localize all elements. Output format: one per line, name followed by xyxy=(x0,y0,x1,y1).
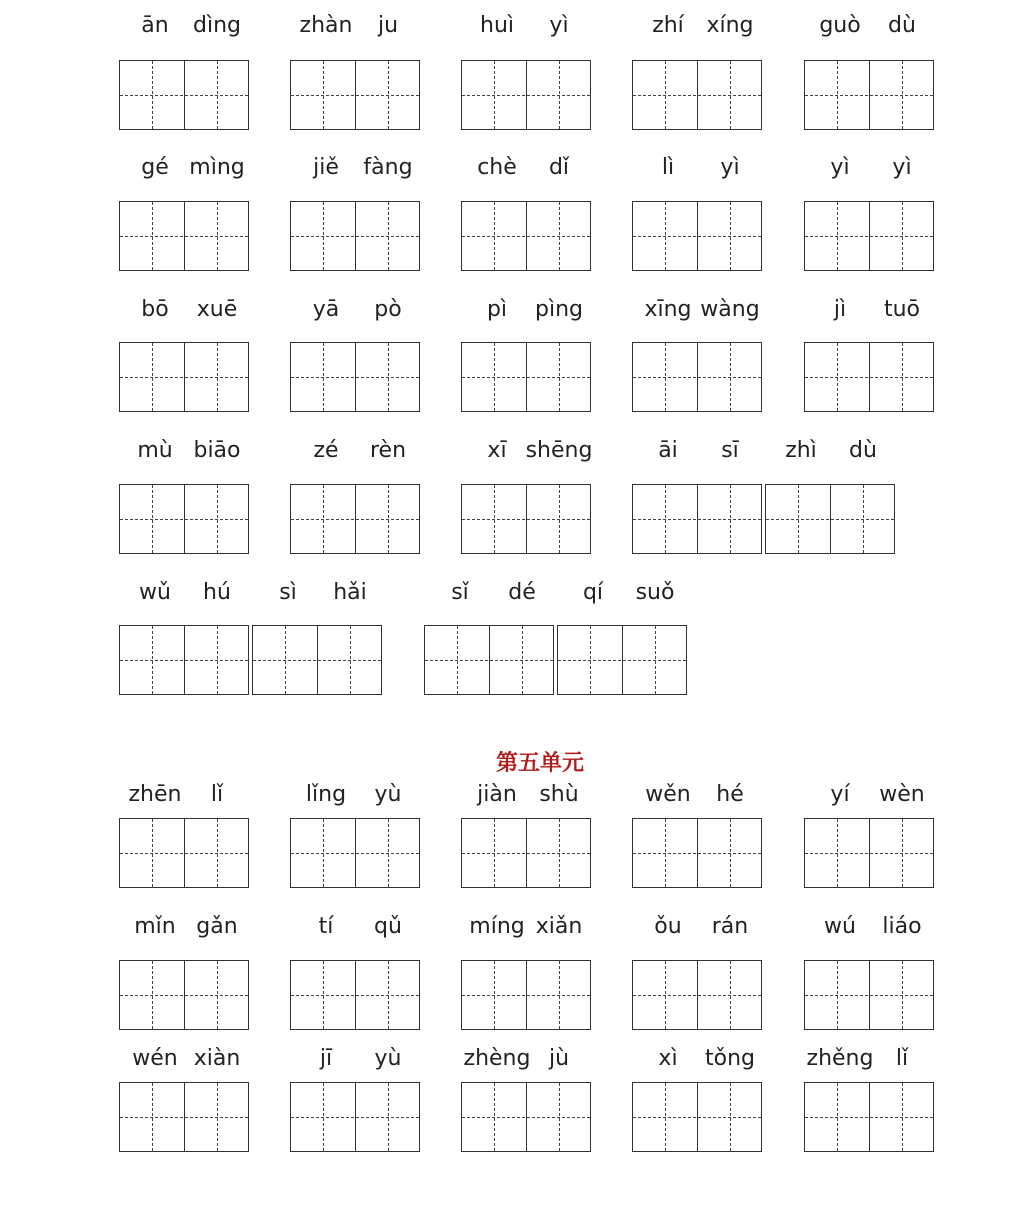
writing-box[interactable] xyxy=(252,625,382,695)
writing-box[interactable] xyxy=(119,484,249,554)
pinyin-label: jiě xyxy=(313,155,339,180)
writing-box[interactable] xyxy=(461,960,591,1030)
guide-line xyxy=(291,519,419,520)
writing-box[interactable] xyxy=(804,60,934,130)
pinyin-label: tuō xyxy=(883,297,921,322)
pinyin-label: mìng xyxy=(189,155,245,180)
pinyin-label: chè xyxy=(477,155,517,180)
writing-box[interactable] xyxy=(119,201,249,271)
guide-line xyxy=(462,1117,590,1118)
pinyin-label: wěn xyxy=(645,782,691,807)
pinyin-label: qǔ xyxy=(374,914,402,939)
pinyin-label: xíng xyxy=(706,13,754,38)
pinyin-label: tí xyxy=(318,914,334,939)
writing-box[interactable] xyxy=(804,1082,934,1152)
pinyin-label: biāo xyxy=(193,438,241,463)
pinyin-label: jiàn xyxy=(477,782,517,807)
writing-box[interactable] xyxy=(119,342,249,412)
writing-box[interactable] xyxy=(804,960,934,1030)
guide-line xyxy=(805,95,933,96)
section-title: 第五单元 xyxy=(495,751,584,776)
writing-box[interactable] xyxy=(632,60,762,130)
writing-box[interactable] xyxy=(804,818,934,888)
pinyin-label: āi xyxy=(658,438,678,463)
writing-box[interactable] xyxy=(119,960,249,1030)
guide-line xyxy=(291,377,419,378)
pinyin-label: dǐ xyxy=(548,155,570,180)
writing-box[interactable] xyxy=(557,625,687,695)
pinyin-label: lǐ xyxy=(895,1046,909,1071)
writing-box[interactable] xyxy=(461,342,591,412)
pinyin-label: hú xyxy=(203,580,231,605)
pinyin-label: dù xyxy=(849,438,877,463)
writing-box[interactable] xyxy=(461,484,591,554)
writing-box[interactable] xyxy=(119,1082,249,1152)
guide-line xyxy=(462,377,590,378)
pinyin-label: hé xyxy=(716,782,744,807)
pinyin-label: zhí xyxy=(652,13,684,38)
pinyin-label: xīng xyxy=(644,297,692,322)
pinyin-label: yì xyxy=(892,155,912,180)
guide-line xyxy=(120,236,248,237)
writing-box[interactable] xyxy=(632,342,762,412)
pinyin-label: rèn xyxy=(369,438,407,463)
pinyin-label: bō xyxy=(141,297,169,322)
guide-line xyxy=(425,660,553,661)
pinyin-label: huì xyxy=(480,13,514,38)
writing-box[interactable] xyxy=(119,818,249,888)
pinyin-label: xì xyxy=(658,1046,678,1071)
writing-box[interactable] xyxy=(632,960,762,1030)
pinyin-label: jì xyxy=(833,297,847,322)
writing-box[interactable] xyxy=(290,201,420,271)
writing-box[interactable] xyxy=(119,60,249,130)
guide-line xyxy=(805,853,933,854)
pinyin-label: xuē xyxy=(196,297,238,322)
pinyin-label: ān xyxy=(141,13,169,38)
pinyin-label: yù xyxy=(374,1046,402,1071)
guide-line xyxy=(291,995,419,996)
pinyin-label: gǎn xyxy=(196,914,238,939)
guide-line xyxy=(462,519,590,520)
pinyin-label: zhì xyxy=(785,438,817,463)
pinyin-label: hǎi xyxy=(333,580,367,605)
pinyin-label: lì xyxy=(661,155,675,180)
guide-line xyxy=(462,95,590,96)
pinyin-label: shēng xyxy=(525,438,593,463)
guide-line xyxy=(253,660,381,661)
pinyin-label: pò xyxy=(374,297,402,322)
guide-line xyxy=(805,377,933,378)
pinyin-label: yì xyxy=(720,155,740,180)
pinyin-label: zé xyxy=(313,438,339,463)
writing-box[interactable] xyxy=(632,484,762,554)
guide-line xyxy=(462,853,590,854)
guide-line xyxy=(120,377,248,378)
pinyin-label: zhěng xyxy=(806,1046,874,1071)
guide-line xyxy=(120,519,248,520)
pinyin-label: dé xyxy=(508,580,536,605)
pinyin-label: gé xyxy=(141,155,169,180)
pinyin-label: xiǎn xyxy=(535,914,583,939)
guide-line xyxy=(633,519,761,520)
pinyin-label: pìng xyxy=(535,297,583,322)
pinyin-label: wú xyxy=(824,914,856,939)
pinyin-label: dù xyxy=(888,13,916,38)
pinyin-label: wén xyxy=(132,1046,178,1071)
writing-box[interactable] xyxy=(461,818,591,888)
guide-line xyxy=(805,995,933,996)
guide-line xyxy=(633,377,761,378)
pinyin-label: sǐ xyxy=(451,580,469,605)
pinyin-label: xī xyxy=(487,438,507,463)
writing-box[interactable] xyxy=(119,625,249,695)
writing-box[interactable] xyxy=(461,1082,591,1152)
pinyin-label: zhàn xyxy=(299,13,353,38)
pinyin-label: sì xyxy=(279,580,297,605)
guide-line xyxy=(291,853,419,854)
guide-line xyxy=(462,236,590,237)
pinyin-label: ju xyxy=(377,13,399,38)
pinyin-label: jī xyxy=(319,1046,333,1071)
writing-box[interactable] xyxy=(632,1082,762,1152)
writing-box[interactable] xyxy=(804,342,934,412)
guide-line xyxy=(805,236,933,237)
pinyin-label: mǐn xyxy=(134,914,176,939)
pinyin-label: dìng xyxy=(193,13,241,38)
guide-line xyxy=(120,1117,248,1118)
pinyin-label: mù xyxy=(137,438,173,463)
writing-box[interactable] xyxy=(290,960,420,1030)
writing-box[interactable] xyxy=(461,201,591,271)
writing-box[interactable] xyxy=(290,818,420,888)
pinyin-label: míng xyxy=(469,914,525,939)
guide-line xyxy=(120,660,248,661)
pinyin-label: zhēn xyxy=(128,782,182,807)
pinyin-label: yù xyxy=(374,782,402,807)
pinyin-label: yā xyxy=(312,297,340,322)
pinyin-label: guò xyxy=(819,13,861,38)
writing-box[interactable] xyxy=(804,201,934,271)
guide-line xyxy=(462,995,590,996)
guide-line xyxy=(291,236,419,237)
pinyin-label: ǒu xyxy=(654,914,682,939)
pinyin-label: lǐ xyxy=(210,782,224,807)
writing-box[interactable] xyxy=(290,60,420,130)
writing-box[interactable] xyxy=(290,1082,420,1152)
pinyin-label: jù xyxy=(548,1046,570,1071)
guide-line xyxy=(633,95,761,96)
pinyin-label: lǐng xyxy=(305,782,347,807)
guide-line xyxy=(766,519,894,520)
guide-line xyxy=(633,995,761,996)
writing-box[interactable] xyxy=(461,60,591,130)
pinyin-label: liáo xyxy=(882,914,922,939)
guide-line xyxy=(633,853,761,854)
pinyin-label: qí xyxy=(582,580,604,605)
guide-line xyxy=(291,95,419,96)
pinyin-label: yì xyxy=(549,13,569,38)
pinyin-label: wǔ xyxy=(139,580,171,605)
guide-line xyxy=(120,95,248,96)
writing-box[interactable] xyxy=(765,484,895,554)
guide-line xyxy=(291,1117,419,1118)
writing-box[interactable] xyxy=(632,818,762,888)
guide-line xyxy=(633,236,761,237)
pinyin-label: wàng xyxy=(700,297,760,322)
pinyin-label: yì xyxy=(830,155,850,180)
writing-box[interactable] xyxy=(632,201,762,271)
guide-line xyxy=(633,1117,761,1118)
writing-box[interactable] xyxy=(424,625,554,695)
guide-line xyxy=(558,660,686,661)
pinyin-label: xiàn xyxy=(193,1046,241,1071)
pinyin-label: tǒng xyxy=(705,1046,755,1071)
pinyin-label: zhèng xyxy=(463,1046,531,1071)
pinyin-label: shù xyxy=(539,782,579,807)
pinyin-label: yí xyxy=(830,782,850,807)
pinyin-label: sī xyxy=(721,438,739,463)
pinyin-label: pì xyxy=(486,297,508,322)
writing-box[interactable] xyxy=(290,484,420,554)
pinyin-label: fàng xyxy=(363,155,413,180)
guide-line xyxy=(805,1117,933,1118)
pinyin-label: rán xyxy=(711,914,749,939)
pinyin-label: suǒ xyxy=(635,580,675,605)
pinyin-label: wèn xyxy=(879,782,925,807)
guide-line xyxy=(120,995,248,996)
writing-box[interactable] xyxy=(290,342,420,412)
guide-line xyxy=(120,853,248,854)
